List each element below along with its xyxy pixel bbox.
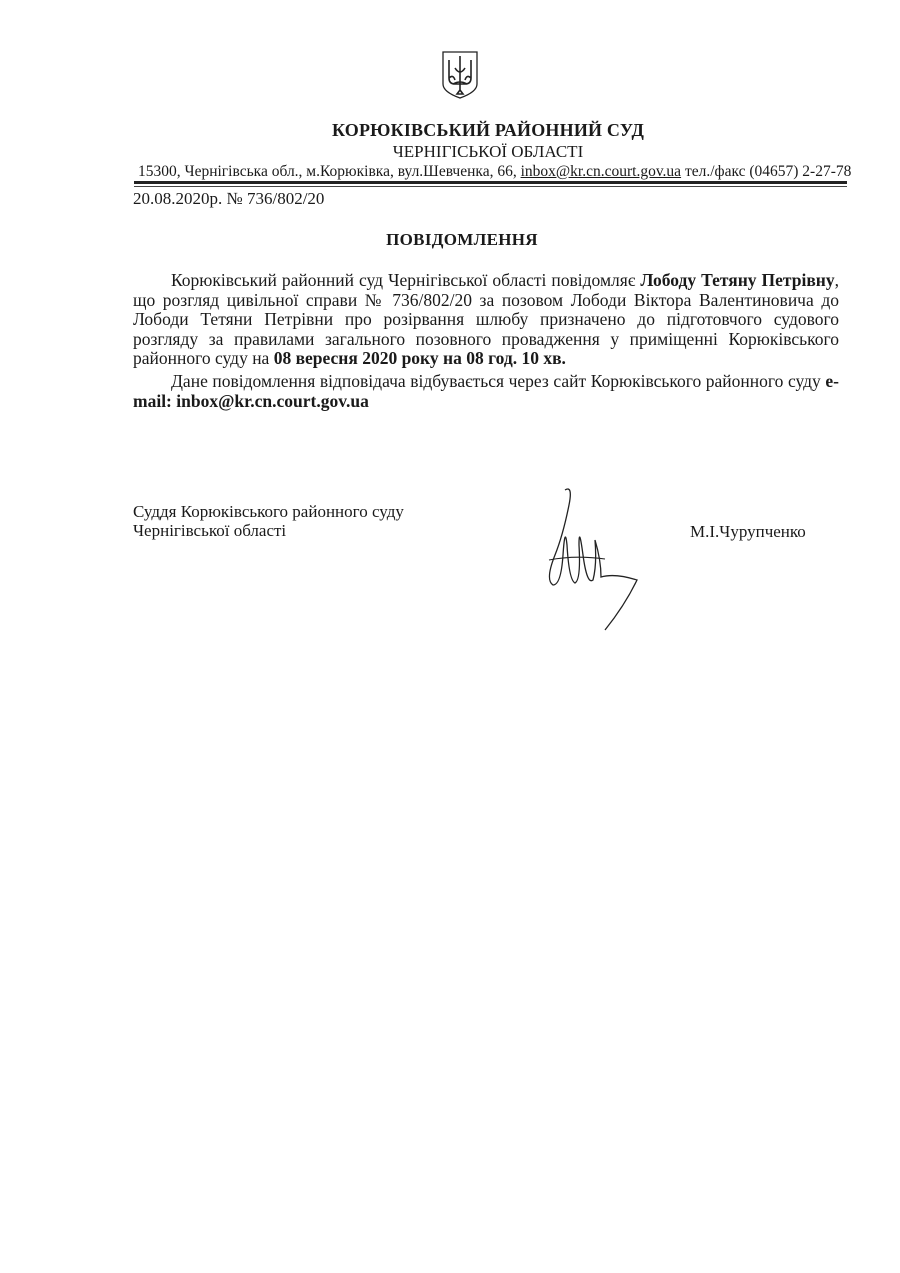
court-address-line: [138, 163, 852, 181]
court-phone: тел./факс (04657) 2-27-78: [684, 163, 852, 180]
text: , що розгляд цивільної справи № 736/802/20 за позовом Лободи Віктора Валентиновича до Лободи Тетяни Петрівни про розірвання шлюбу призначено до підготовчого судового розгляду за правилами загального позовного провадження у приміщенні Корюківського районного суду на: [133, 270, 839, 369]
notice-paragraph: [133, 271, 839, 369]
court-name: КОРЮКІВСЬКИЙ РАЙОННИЙ СУД: [331, 120, 645, 140]
court-address: 15300, Чернігівська обл., м.Корюківка, вул.Шевченка, 66,: [138, 163, 517, 180]
notice-method-paragraph: [133, 372, 839, 411]
court-email-link[interactable]: inbox@kr.cn.court.gov.ua: [520, 163, 682, 180]
judge-position-line2: Чернігівської області: [133, 521, 287, 540]
document-date-number: 20.08.2020р. № 736/802/20: [133, 189, 325, 208]
header-divider: [134, 181, 847, 184]
document-title: ПОВІДОМЛЕННЯ: [386, 230, 538, 249]
ukraine-trident-emblem-icon: [441, 50, 479, 100]
defendant-name: Лободу Тетяну Петрівну: [640, 270, 835, 290]
text: Дане повідомлення відповідача відбувається через сайт Корюківського районного суду: [171, 370, 826, 391]
document-body: [133, 271, 839, 411]
court-region: ЧЕРНІГІСЬКОЇ ОБЛАСТІ: [392, 142, 584, 161]
judge-position-line1: Суддя Корюківського районного суду: [133, 502, 404, 521]
court-email: e-mail: inbox@kr.cn.court.gov.ua: [133, 370, 839, 411]
judge-name: М.І.Чурупченко: [690, 522, 806, 541]
text: Корюківський районний суд Чернігівської області повідомляє: [171, 270, 641, 290]
handwritten-signature: [535, 485, 645, 635]
judge-position: [133, 502, 404, 540]
header-divider-thin: [134, 186, 847, 187]
hearing-datetime: 08 вересня 2020 року на 08 год. 10 хв.: [273, 348, 566, 369]
